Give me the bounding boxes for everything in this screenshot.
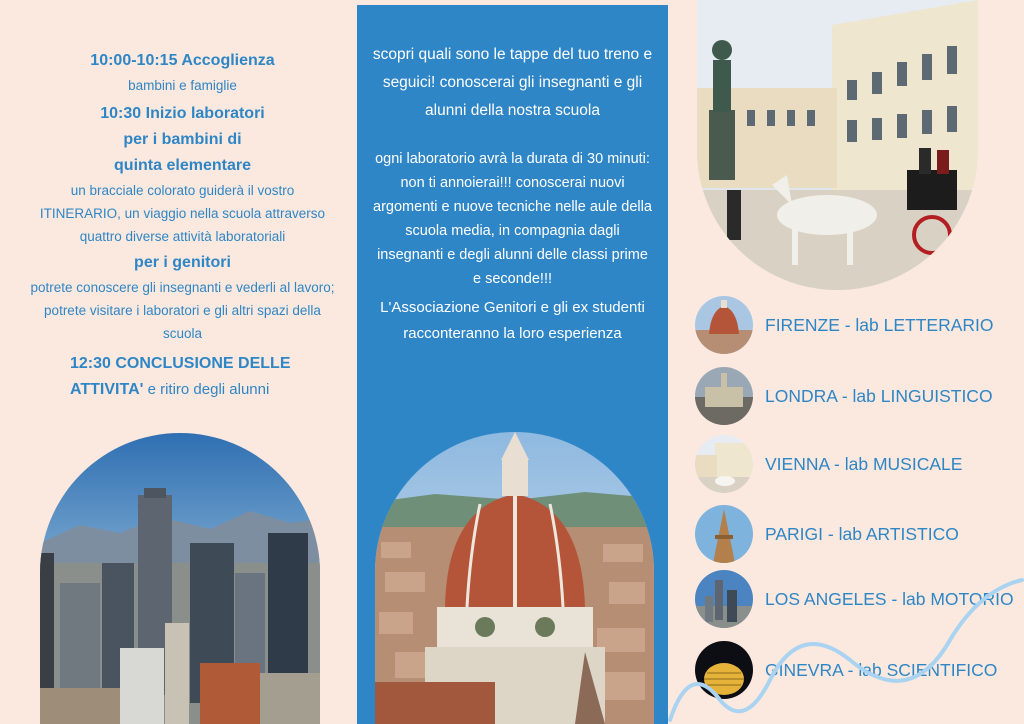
- conclusion-title-line2: [30, 377, 335, 403]
- london-icon: [695, 367, 753, 425]
- conclusion-bold: ATTIVITA': [70, 381, 144, 398]
- lab-label-parigi: PARIGI - lab ARTISTICO: [765, 523, 959, 544]
- lab-label-los-angeles: LOS ANGELES - lab MOTORIO: [765, 588, 1014, 609]
- florence-dome-icon: [695, 296, 753, 354]
- schedule-welcome-subtitle: bambini e famiglie: [128, 78, 237, 93]
- middle-association: L'Associazione Genitori e gli ex studenti racconteranno la loro esperienza: [380, 299, 645, 342]
- labs-start-title-line2: per i bambini di: [123, 131, 242, 148]
- eiffel-tower-icon: [695, 505, 753, 563]
- conclusion-normal: e ritiro degli alunni: [143, 381, 270, 398]
- left-column: [30, 48, 335, 403]
- vienna-photo: [697, 0, 978, 290]
- labs-start-body: un bracciale colorato guiderà il vostro ITINERARIO, un viaggio nella scuola attraverso quattro diverse attività laboratoriali: [39, 183, 326, 244]
- labs-start-title-line1: 10:30 Inizio laboratori: [100, 105, 265, 122]
- lab-label-vienna: VIENNA - lab MUSICALE: [765, 453, 963, 474]
- lab-item-parigi: [695, 505, 959, 563]
- labs-start-title-line3: quinta elementare: [114, 157, 251, 174]
- middle-lab-info: ogni laboratorio avrà la durata di 30 minuti: non ti annoierai!!! conoscerai nuovi argomenti e nuove tecniche nelle aule della scuola media, in compagnia dagli insegnanti e degli alunni delle classi prime e seconde!!!: [373, 151, 652, 287]
- vienna-icon: [695, 435, 753, 493]
- lab-item-firenze: [695, 296, 994, 354]
- lab-label-ginevra: GINEVRA - lab SCIENTIFICO: [765, 659, 998, 680]
- lab-label-londra: LONDRA - lab LINGUISTICO: [765, 385, 993, 406]
- lab-item-vienna: [695, 435, 962, 493]
- lab-label-firenze: FIRENZE - lab LETTERARIO: [765, 314, 994, 335]
- parents-body: potrete conoscere gli insegnanti e vederli al lavoro; potrete visitare i laboratori e gli altri spazi della scuola: [30, 280, 335, 341]
- florence-cathedral-photo: [375, 432, 654, 724]
- middle-intro: scopri quali sono le tappe del tuo treno e seguici! conoscerai gli insegnanti e gli alunni della nostra scuola: [372, 46, 653, 119]
- parents-title: per i genitori: [134, 254, 231, 271]
- los-angeles-photo: [40, 433, 320, 724]
- schedule-welcome-title: 10:00-10:15 Accoglienza: [90, 52, 275, 69]
- decorative-squiggle: [650, 560, 1024, 724]
- conclusion-title-line1: 12:30 CONCLUSIONE DELLE: [70, 355, 291, 372]
- lab-item-londra: [695, 367, 993, 425]
